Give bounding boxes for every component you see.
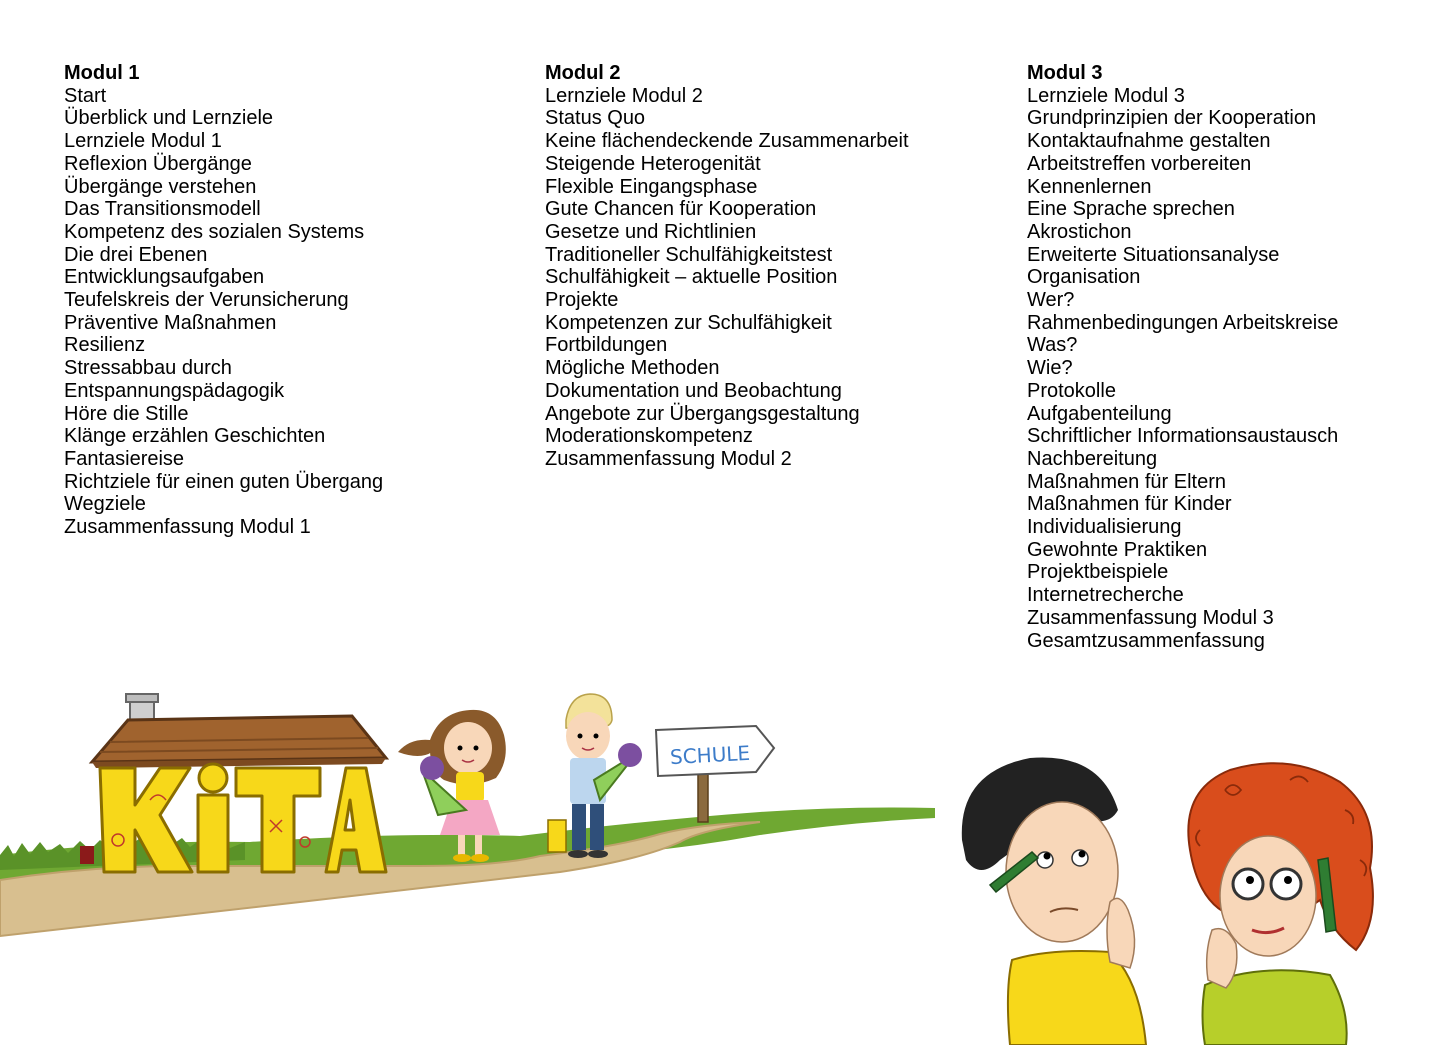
topic-item: Gewohnte Praktiken [1027,538,1208,561]
school-sign [656,726,774,822]
boy-schoolbag [548,820,566,852]
topic-item: Steigende Heterogenität [545,152,761,175]
man-hand [1107,898,1135,968]
module-3-title: Modul 3 [1027,62,1103,84]
topic-item: Keine flächendeckende Zusammenarbeit [545,130,909,153]
topic-item: Projektbeispiele [1027,561,1169,584]
topic-item: Rahmenbedingungen Arbeitskreise [1027,311,1339,334]
topic-item: Überblick und Lernziele [64,107,274,130]
topic-item: Wie? [1027,357,1073,380]
topic-item: Kompetenz des sozialen Systems [64,220,365,243]
topic-item: Kennenlernen [1027,175,1152,198]
topic-item: Dokumentation und Beobachtung [545,379,842,402]
woman-hand [1207,929,1237,988]
topic-item: Präventive Maßnahmen [64,311,277,334]
kita-letter-i [198,795,228,872]
topic-item: Schriftlicher Informationsaustausch [1027,425,1339,448]
topic-item: Moderationskompetenz [545,425,753,448]
topic-item: Zusammenfassung Modul 1 [64,516,311,539]
topic-item: Nachbereitung [1027,447,1158,470]
girl-face [444,722,492,774]
topic-item: Die drei Ebenen [64,243,208,266]
topic-item: Projekte [545,289,619,312]
topic-item: Gesetze und Richtlinien [545,220,757,243]
topic-item: Arbeitstreffen vorbereiten [1027,152,1252,175]
topic-item: Teufelskreis der Verunsicherung [64,289,349,312]
topic-item: Grundprinzipien der Kooperation [1027,107,1317,130]
topic-item: Angebote zur Übergangsgestaltung [545,402,860,425]
woman-thinking-character [1188,763,1373,1045]
topic-item: Stressabbau durch [64,357,232,380]
sign-text: SCHULE [669,740,751,770]
topic-item: Höre die Stille [64,402,189,425]
topic-item: Wer? [1027,289,1075,312]
topic-item: Richtziele für einen guten Übergang [64,470,384,493]
topic-item: Wegziele [64,493,146,516]
man-face [1006,802,1118,942]
kita-letter-i-dot [199,764,227,792]
topic-item: Individualisierung [1027,516,1182,539]
topic-item: Klänge erzählen Geschichten [64,425,326,448]
topic-item: Lernziele Modul 1 [64,130,222,153]
topic-item: Das Transitionsmodell [64,198,261,221]
topic-item: Entspannungspädagogik [64,379,285,402]
topic-item: Maßnahmen für Eltern [1027,470,1226,493]
topic-item: Schulfähigkeit – aktuelle Position [545,266,838,289]
topic-item: Lernziele Modul 3 [1027,84,1185,107]
topic-item: Start [64,84,107,107]
topic-item: Gute Chancen für Kooperation [545,198,817,221]
topic-item: Akrostichon [1027,220,1132,243]
woman-face [1220,836,1316,956]
module-1-title: Modul 1 [64,62,140,84]
topic-item: Fantasiereise [64,447,185,470]
topic-item: Eine Sprache sprechen [1027,198,1235,221]
topic-item: Aufgabenteilung [1027,402,1172,425]
topic-item: Traditioneller Schulfähigkeitstest [545,243,833,266]
module-2-title: Modul 2 [545,62,621,84]
topic-item: Resilienz [64,334,146,357]
topic-item: Maßnahmen für Kinder [1027,493,1232,516]
topic-item: Organisation [1027,266,1141,289]
topic-item: Gesamtzusammenfassung [1027,629,1265,652]
topic-item: Übergänge verstehen [64,175,257,198]
topic-item: Status Quo [545,107,646,130]
topic-item: Flexible Eingangsphase [545,175,758,198]
topic-item: Kontaktaufnahme gestalten [1027,130,1271,153]
topic-item: Erweiterte Situationsanalyse [1027,243,1280,266]
kita-letter-a [326,768,386,872]
topic-item: Mögliche Methoden [545,357,720,380]
topic-item: Zusammenfassung Modul 3 [1027,606,1274,629]
man-thinking-character [962,757,1146,1045]
boy-face [566,712,610,760]
woman-glasses-left [1233,869,1263,899]
topic-item: Kompetenzen zur Schulfähigkeit [545,311,832,334]
woman-glasses-right [1271,869,1301,899]
topic-item: Lernziele Modul 2 [545,84,703,107]
topic-item: Protokolle [1027,379,1116,402]
paint-bucket [80,846,94,864]
topic-item: Was? [1027,334,1078,357]
topic-item: Internetrecherche [1027,584,1184,607]
topic-item: Entwicklungsaufgaben [64,266,265,289]
topic-item: Zusammenfassung Modul 2 [545,447,792,470]
topic-item: Reflexion Übergänge [64,152,252,175]
topic-item: Fortbildungen [545,334,668,357]
